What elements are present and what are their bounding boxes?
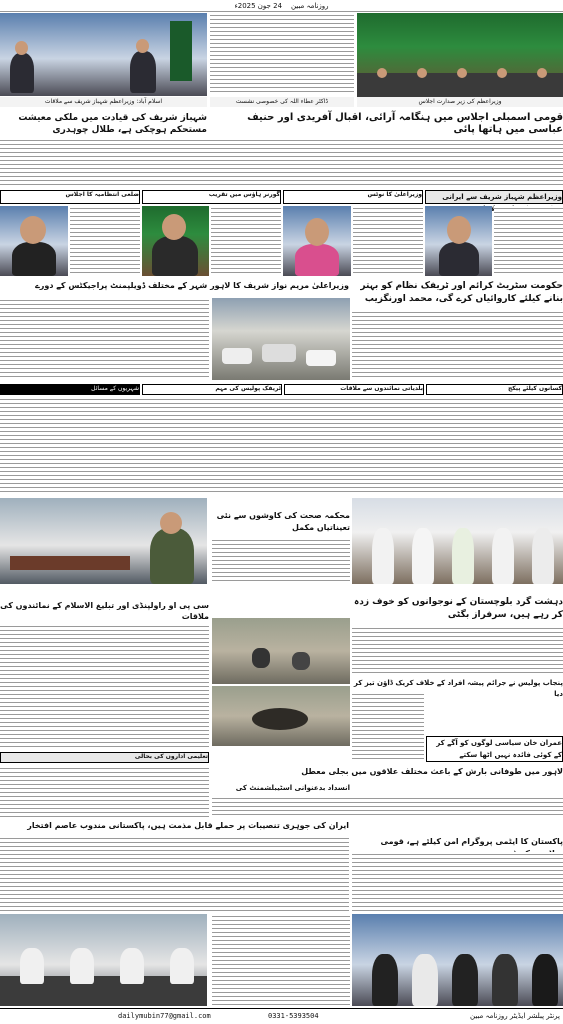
bottom-left-photo [0,914,207,1006]
headline-traffic: حکومت سٹریٹ کرائم اور ٹریفک نظام کو بہتر بنانے کیلئے کاروائیاں کرے گی، محمد اورنگزیب [360,281,563,304]
text-block-g [352,626,563,676]
advisor-portrait [0,206,68,276]
top-middle-column [210,13,354,95]
pm-portrait [425,206,492,276]
text-block-m [212,914,350,1006]
small-head-3: شہریوں کے مسائل [0,384,140,395]
footer [0,1008,563,1024]
maryam-head-text: وزیراعلیٰ کا نوٹس [367,191,422,198]
meeting-photo-left [0,498,207,584]
text-block-b [0,298,209,380]
small-head-4: ٹریفک پولیس کی مہم [142,384,282,395]
text-block-j [212,796,563,818]
road-photo-top [212,618,350,684]
group-photo-right [352,498,563,584]
headline-anti-corruption: انسداد بدعنوانی اسٹیبلشمنٹ کی [235,784,350,792]
road-photo-bottom [212,686,350,746]
footer-phone: 0331-5393504 [268,1012,319,1020]
imran-text [211,206,281,276]
advisor-head [0,190,140,204]
top-middle-caption: ڈاکٹر عطاء اللہ کی خصوصی نشست [210,97,354,107]
bottom-right-photo [352,914,563,1006]
headline-police: پنجاب پولیس نے جرائم پیشہ افراد کے خلاف کریک ڈاؤن تیز کر دیا [353,679,563,698]
small-head-5: بلدیاتی نمائندوں سے ملاقات [284,384,424,395]
headline-iran: ایران کی جوہری تنصیبات پر حملے قابل مذمت ہیں، پاکستانی مندوب عاصم افتخار [27,821,349,830]
top-left-photo [0,13,207,96]
footer-address: پرنٹر پبلشر ایڈیٹر روزنامہ مبین [470,1012,560,1020]
street-photo [212,298,350,380]
imran-head [142,190,281,204]
maryam-portrait [283,206,351,276]
small-head-7: تعلیمی اداروں کی بحالی [0,752,209,763]
advisor-text [70,206,140,276]
paper-name: روزنامہ مبین [290,2,329,10]
headline-maryam-visit: وزیراعلیٰ مریم نواز شریف کا لاہور شہر کے مختلف ڈویلپمنٹ پراجیکٹس کے دورے [35,281,349,290]
top-right-photo [357,13,563,97]
imran-head-text: گورنر ہاؤس میں تقریب [208,191,280,198]
maryam-head [283,190,423,204]
advisor-head-text: ضلعی انتظامیہ کا اجلاس [65,191,139,198]
headline-balochistan: دہشت گرد بلوچستان کے نوجوانوں کو خوف زدہ کر رہے ہیں، سرفراز بگٹی [353,597,563,620]
text-block-k [0,836,349,912]
text-block-c [352,310,563,380]
issue-date: 24 جون 2025ء [234,2,283,10]
headline-talal: شہباز شریف کی قیادت میں ملکی معیشت مستحکم ہوچکی ہے، طلال چوہدری [18,113,207,135]
headline-bottom: پاکستان کا ایٹمی پروگرام امن کیلئے ہے، قومی [380,837,563,846]
headline-lahore: لاہور میں طوفانی بارش کے باعث مختلف علاقوں میں بجلی معطل [301,767,563,776]
text-block-f [0,624,209,750]
headline-cpo: سی پی او راولپنڈی اور تبلیغ الاسلام کے نمائندوں کی ملاقات [0,601,209,621]
maryam-text [353,206,423,276]
text-block-d [0,397,563,495]
text-block-l [352,852,563,912]
masthead-strip [0,0,563,12]
small-head-6: کسانوں کیلئے پیکج [426,384,563,395]
text-block-a [0,138,563,186]
top-left-caption: اسلام آباد: وزیراعظم شہباز شریف سے ملاقات [0,97,207,107]
top-right-caption: وزیراعظم کی زیر صدارت اجلاس [357,97,563,107]
pm-text [494,206,563,276]
text-block-h [352,692,424,762]
imran-portrait [142,206,209,276]
footer-email: dailymubin77@gmail.com [118,1012,211,1020]
text-block-i [0,766,209,818]
text-block-e [212,538,350,584]
headline-imran: عمران خان سیاسی لوگوں کو آگے کر کے کوئی فائدہ نہیں اٹھا سکتے [426,736,563,762]
headline-pm-meeting: وزیراعظم شہباز شریف سے ایرانی [425,190,563,204]
headline-assembly: قومی اسمبلی اجلاس میں ہنگامہ آرائی، اقبال آفریدی اور حنیف عباسی میں ہاتھا پائی [247,112,563,135]
headline-health: محکمہ صحت کی کاوشوں سے نئی تعیناتیاں مکمل [216,511,350,532]
